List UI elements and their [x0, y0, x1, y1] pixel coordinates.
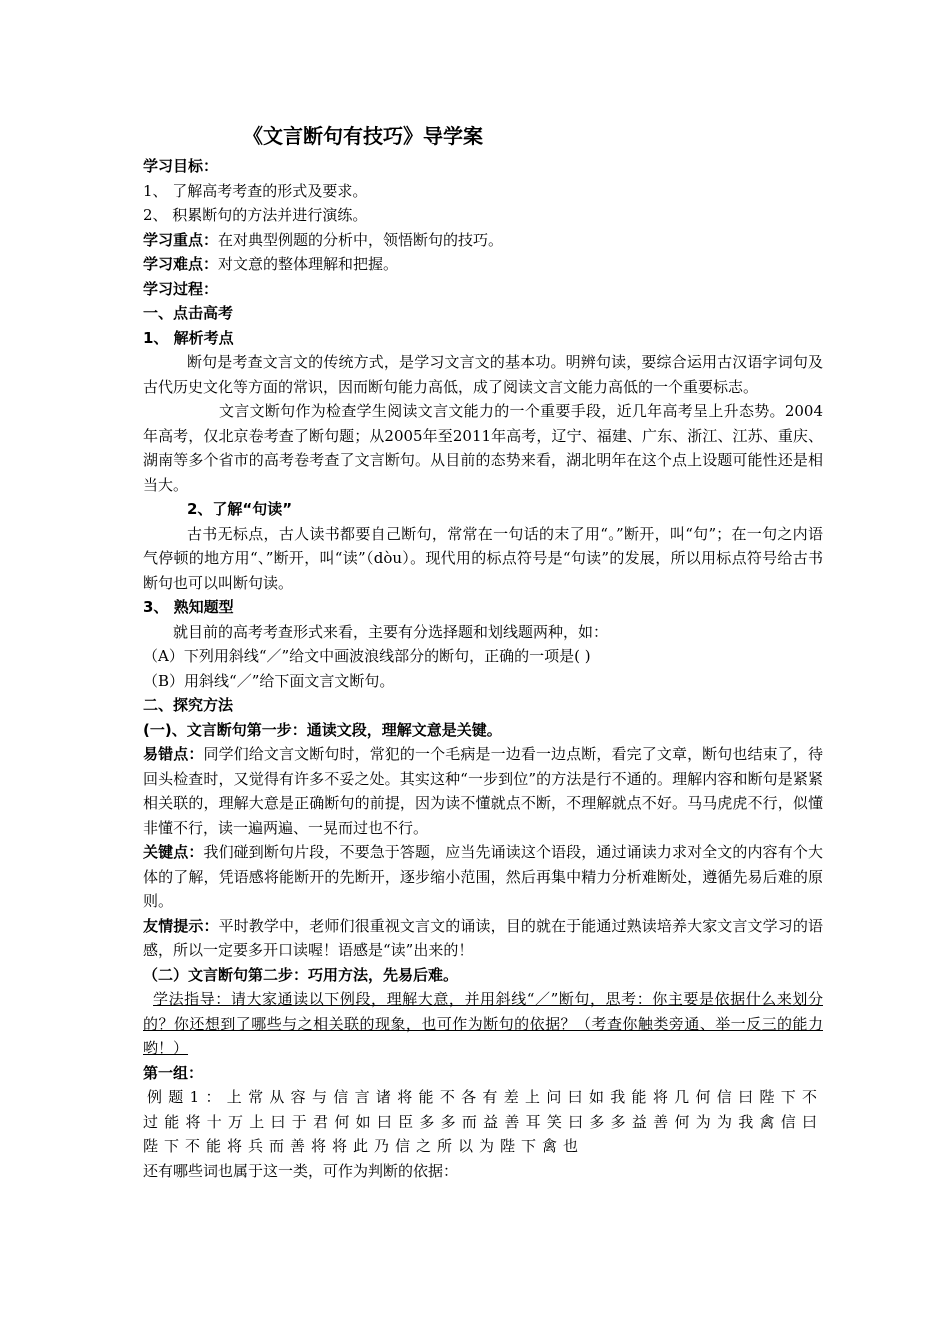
- difficulty-label: 学习难点：: [143, 255, 219, 273]
- option-b: （B）用斜线“／”给下面文言文断句。: [143, 671, 395, 690]
- mistake-label: 易错点：: [143, 745, 204, 763]
- section1-heading: 一、点击高考: [143, 304, 234, 322]
- goals-label: 学习目标：: [143, 157, 219, 175]
- option-a: （A）下列用斜线“／”给文中画波浪线部分的断句，正确的一项是( ): [143, 647, 591, 665]
- section1-para1: 断句是考查文言文的传统方式，是学习文言文的基本功。明辨句读，要综合运用古汉语字词句及古代历史文化等方面的常识，因而断句能力高低，成了阅读文言文能力高低的一个重要标志。: [143, 353, 823, 396]
- section1-sub3: 3、 熟知题型: [143, 598, 234, 616]
- focus-text: 在对典型例题的分析中，领悟断句的技巧。: [218, 230, 504, 249]
- tip-paragraph: [143, 914, 823, 963]
- follow-up-question: 还有哪些词也属于这一类，可作为判断的依据：: [143, 1161, 459, 1180]
- difficulty-text: 对文意的整体理解和把握。: [218, 255, 399, 273]
- key-text: 我们碰到断句片段，不要急于答题，应当先诵读这个语段，通过诵读力求对全文的内容有个大体的了解，凭语感将能断开的先断开，逐步缩小范围，然后再集中精力分析难断处，遵循先易后难的原则。: [143, 843, 823, 910]
- tip-label: 友情提示：: [143, 916, 219, 935]
- mistake-text: 同学们给文言文断句时，常犯的一个毛病是一边看一边点断，看完了文章，断句也结束了，待回头检查时，又觉得有许多不妥之处。其实这种“一步到位”的方法是行不通的。理解内容和断句是紧紧相关联的，理解大意是正确断句的前提，因为读不懂就点不断，不理解就点不好。马马虎虎不行，似懂非懂不行，读一遍两遍、一晃而过也不行。: [143, 745, 823, 837]
- group1-label: 第一组：: [143, 1063, 204, 1082]
- process-label: 学习过程：: [143, 279, 219, 298]
- section1-sub1: 1、 解析考点: [143, 328, 234, 347]
- section1-para4: 就目前的高考考查形式来看，主要有分选择题和划线题两种，如：: [173, 622, 609, 641]
- difficulty-line: [143, 252, 823, 277]
- example1-text: 例题1：上常从容与信言诸将能不各有差上问曰如我能将几何信曰陛下不过能将十万上曰于君何如曰臣多多而益善耳笑曰多多益善何为为我禽信曰陛下不能将兵而善将将此乃信之所以为陛下禽也: [143, 1088, 823, 1155]
- key-label: 关键点：: [143, 843, 204, 861]
- study-guide: 学法指导：请大家通读以下例段，理解大意，并用斜线“／”断句，思考：你主要是依据什么来划分的？你还想到了哪些与之相关联的现象，也可作为断句的依据？（考查你触类旁通、举一反三的能力哟！）: [143, 990, 823, 1057]
- document-page: [143, 120, 823, 1183]
- mistake-paragraph: [143, 742, 823, 840]
- focus-label: 学习重点：: [143, 230, 219, 249]
- section2-heading: 二、探究方法: [143, 696, 234, 714]
- section1-sub2: 2、了解“句读”: [187, 500, 293, 518]
- tip-text: 平时教学中，老师们很重视文言文的诵读，目的就在于能通过熟读培养大家文言文学习的语感，所以一定要多开口读喔！语感是“读”出来的！: [143, 916, 823, 959]
- section1-para2: 文言文断句作为检查学生阅读文言文能力的一个重要手段，近几年高考呈上升态势。2004年高考，仅北京卷考查了断句题；从2005年至2011年高考，辽宁、福建、广东、浙江、江苏、重庆、湖南等多个省市的高考卷考查了文言断句。从目前的态势来看，湖北明年在这个点上设题可能性还是相当大。: [143, 402, 823, 494]
- goal-item: 1、 了解高考考查的形式及要求。: [143, 181, 368, 200]
- focus-line: [143, 228, 823, 253]
- document-title: 《文言断句有技巧》导学案: [243, 124, 483, 148]
- step1-heading: (一)、文言断句第一步：通读文段，理解文意是关键。: [143, 720, 502, 739]
- step2-heading: （二）文言断句第二步：巧用方法，先易后难。: [143, 965, 459, 984]
- key-paragraph: [143, 840, 823, 914]
- goal-item: 2、 积累断句的方法并进行演练。: [143, 206, 368, 224]
- section1-para3: 古书无标点，古人读书都要自己断句，常常在一句话的末了用“。”断开，叫“句”；在一句之内语气停顿的地方用“、”断开，叫“读”（dòu）。现代用的标点符号是“句读”的发展，所以用标点符号给古书断句也可以叫断句读。: [143, 524, 823, 592]
